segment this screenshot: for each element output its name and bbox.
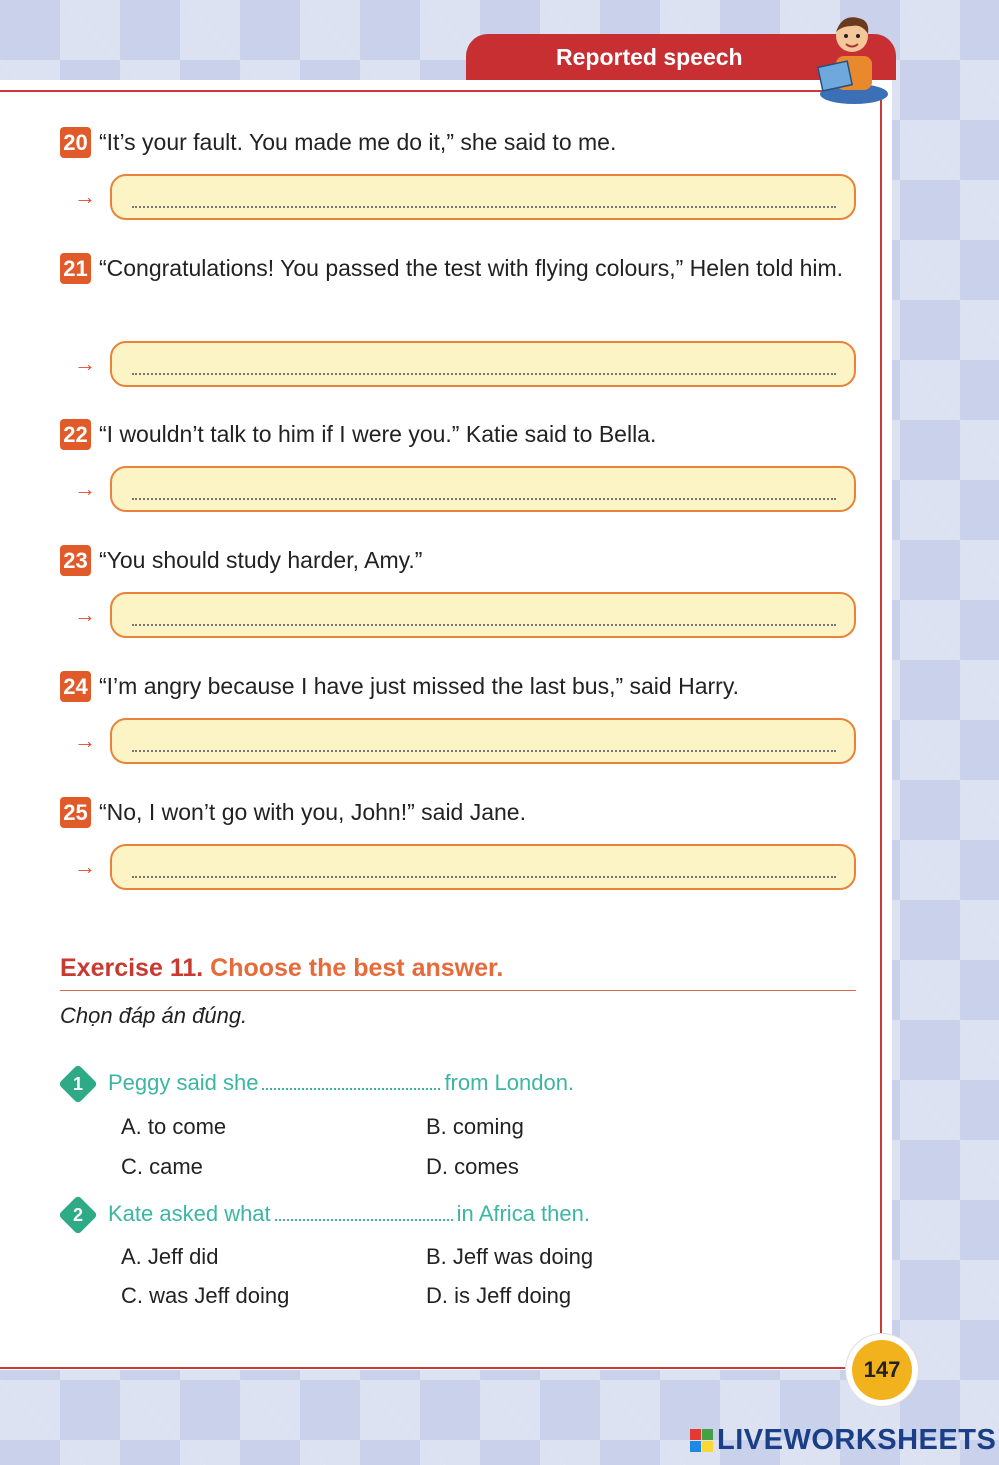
- option-a[interactable]: A. Jeff did: [121, 1244, 219, 1269]
- arrow-icon: →: [74, 854, 96, 879]
- liveworksheets-logo: [690, 1424, 996, 1457]
- dotted-line: [132, 624, 836, 626]
- question-number: 21: [60, 253, 91, 284]
- answer-field-20[interactable]: [110, 174, 856, 220]
- mcq-text-before: Kate asked what: [108, 1201, 271, 1226]
- boy-reading-illustration: [812, 6, 892, 106]
- answer-field-23[interactable]: [110, 592, 856, 638]
- question-text: “Congratulations! You passed the test with flying colours,” Helen told him.: [99, 255, 844, 281]
- mcq-number: 2: [72, 1204, 83, 1225]
- option-d[interactable]: D. comes: [426, 1154, 519, 1179]
- mcq-blank: [262, 1074, 440, 1090]
- question-text: “You should study harder, Amy.”: [99, 547, 423, 573]
- answer-field-25[interactable]: [110, 844, 856, 890]
- option-a[interactable]: A. to come: [121, 1114, 227, 1139]
- page-number-badge: [846, 1334, 918, 1406]
- answer-field-24[interactable]: [110, 718, 856, 764]
- mcq-question-2: [64, 1201, 590, 1227]
- question-number: 23: [60, 545, 91, 576]
- frame-right-line: [880, 100, 882, 1335]
- question-text: “I’m angry because I have just missed the last bus,” said Harry.: [99, 673, 740, 699]
- question-number: 22: [60, 419, 91, 450]
- bottom-divider: [0, 1367, 846, 1369]
- question-text: “No, I won’t go with you, John!” said Jane.: [99, 799, 526, 825]
- question-number: 24: [60, 671, 91, 702]
- page-number: 147: [852, 1340, 912, 1400]
- arrow-icon: →: [74, 476, 96, 501]
- liveworksheets-text: LIVEWORKSHEETS: [717, 1424, 997, 1456]
- question-text: “I wouldn’t talk to him if I were you.” Katie said to Bella.: [99, 421, 657, 447]
- mcq-text-before: Peggy said she: [108, 1070, 259, 1095]
- question-24: [60, 671, 856, 706]
- exercise-instruction: Chọn đáp án đúng.: [60, 1003, 248, 1028]
- exercise-title: Choose the best answer.: [210, 954, 504, 982]
- question-20: [60, 127, 856, 162]
- dotted-line: [132, 750, 836, 752]
- question-25: [60, 797, 856, 832]
- answer-field-22[interactable]: [110, 466, 856, 512]
- section-title: Reported speech: [556, 43, 743, 70]
- answer-field-21[interactable]: [110, 341, 856, 387]
- exercise-label: Exercise 11.: [60, 954, 204, 982]
- mcq-text-after: from London.: [444, 1070, 575, 1095]
- option-c[interactable]: C. was Jeff doing: [121, 1283, 290, 1308]
- mcq-text-after: in Africa then.: [456, 1201, 590, 1226]
- exercise-divider: [60, 990, 856, 991]
- question-23: [60, 545, 856, 580]
- frame-top-line: [0, 90, 880, 92]
- option-b[interactable]: B. Jeff was doing: [426, 1244, 594, 1269]
- dotted-line: [132, 498, 836, 500]
- option-d[interactable]: D. is Jeff doing: [426, 1283, 572, 1308]
- liveworksheets-icon: [690, 1429, 713, 1452]
- dotted-line: [132, 373, 836, 375]
- arrow-icon: →: [74, 351, 96, 376]
- option-c[interactable]: C. came: [121, 1154, 203, 1179]
- mcq-question-1: [64, 1070, 574, 1096]
- dotted-line: [132, 876, 836, 878]
- dotted-line: [132, 206, 836, 208]
- arrow-icon: →: [74, 184, 96, 209]
- question-21: [60, 253, 856, 288]
- arrow-icon: →: [74, 602, 96, 627]
- arrow-icon: →: [74, 728, 96, 753]
- question-22: [60, 419, 856, 454]
- exercise-heading: [60, 954, 503, 983]
- question-number: 20: [60, 127, 91, 158]
- mcq-number: 1: [72, 1073, 83, 1094]
- mcq-blank: [275, 1205, 453, 1221]
- option-b[interactable]: B. coming: [426, 1114, 524, 1139]
- question-number: 25: [60, 797, 91, 828]
- question-text: “It’s your fault. You made me do it,” she said to me.: [99, 129, 617, 155]
